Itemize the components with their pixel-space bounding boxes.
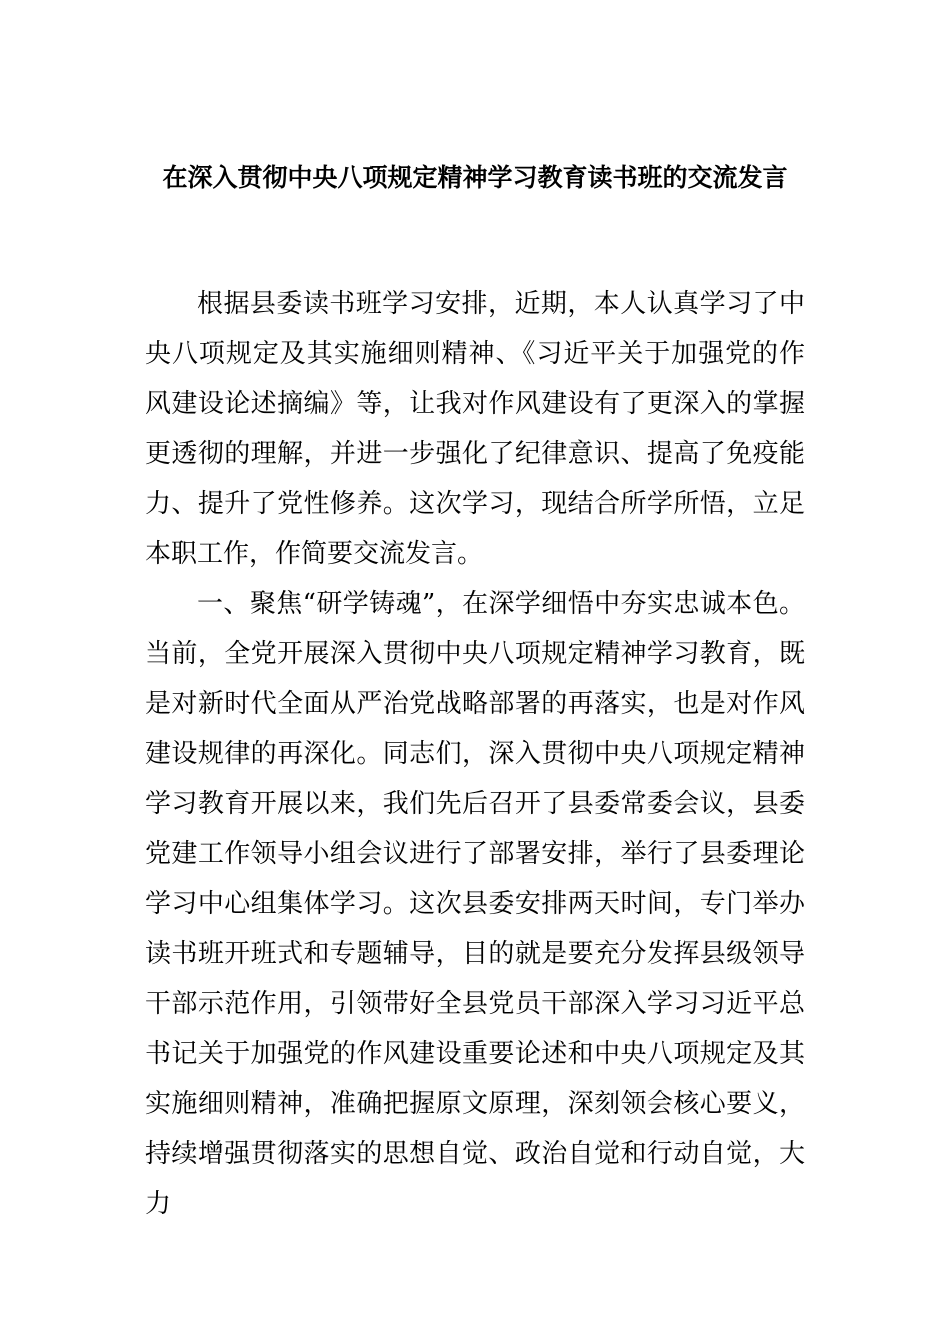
document-body — [145, 279, 805, 1229]
document-title: 在深入贯彻中央八项规定精神学习教育读书班的交流发言 — [162, 163, 788, 192]
paragraph-intro: 根据县委读书班学习安排，近期，本人认真学习了中央八项规定及其实施细则精神、《习近平关于加强党的作风建设论述摘编》等，让我对作风建设有了更深入的掌握更透彻的理解，并进一步强化了纪律意识、提高了免疫能力、提升了党性修养。这次学习，现结合所学所悟，立足本职工作，作简要交流发言。 — [145, 289, 805, 569]
paragraph-section-one: 一、聚焦“研学铸魂”，在深学细悟中夯实忠诚本色。当前，全党开展深入贯彻中央八项规定精神学习教育，既是对新时代全面从严治党战略部署的再落实，也是对作风建设规律的再深化。同志们，深入贯彻中央八项规定精神学习教育开展以来，我们先后召开了县委常委会议，县委党建工作领导小组会议进行了部署安排，举行了县委理论学习中心组集体学习。这次县委安排两天时间，专门举办读书班开班式和专题辅导，目的就是要充分发挥县级领导干部示范作用，引领带好全县党员干部深入学习习近平总书记关于加强党的作风建设重要论述和中央八项规定及其实施细则精神，准确把握原文原理，深刻领会核心要义，持续增强贯彻落实的思想自觉、政治自觉和行动自觉，大力 — [145, 589, 805, 1219]
